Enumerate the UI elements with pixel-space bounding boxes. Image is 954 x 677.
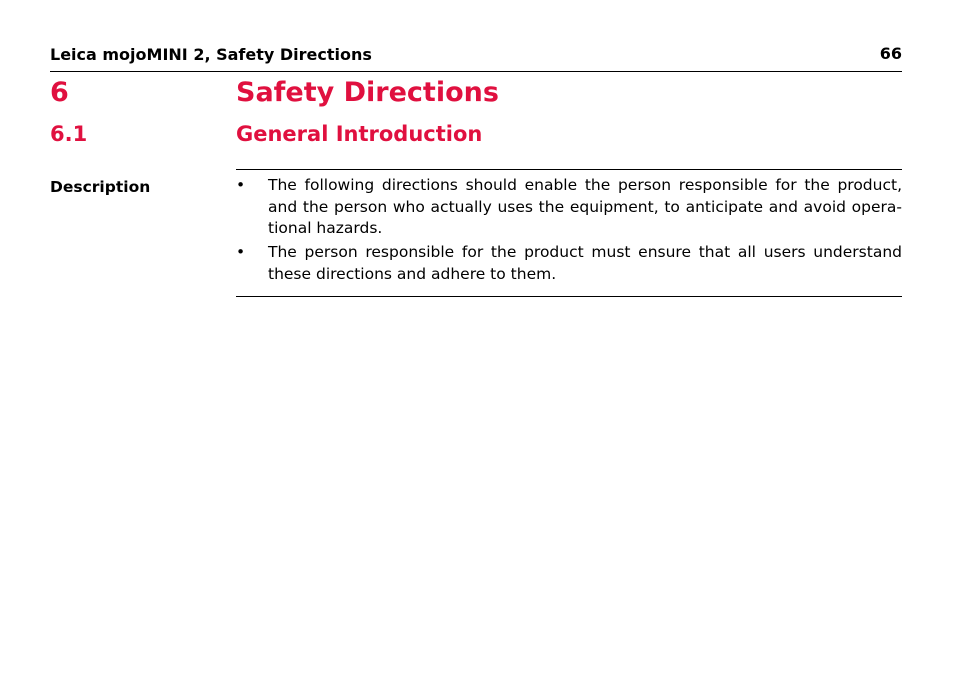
list-item-text: The following directions should enable the person responsible for the product, and the person who actually uses the equipment, to anticipate and avoid opera-tional hazards. — [268, 176, 902, 237]
page-number: 66 — [879, 44, 902, 63]
section-number: 6.1 — [50, 122, 88, 146]
list-item — [236, 242, 902, 285]
block-label: Description — [50, 178, 151, 196]
header-divider — [50, 71, 902, 72]
document-title: Leica mojoMINI 2, Safety Directions — [50, 45, 372, 64]
chapter-number: 6 — [50, 77, 69, 108]
list-item — [236, 175, 902, 240]
bullet-icon: • — [236, 176, 246, 194]
block-divider-top — [236, 169, 902, 170]
list-item-text: The person responsible for the product must ensure that all users understand these directions and adhere to them. — [268, 243, 902, 283]
section-title: General Introduction — [236, 122, 483, 146]
bullet-icon: • — [236, 243, 246, 261]
chapter-title: Safety Directions — [236, 77, 499, 108]
bullet-list — [236, 175, 902, 288]
block-divider-bottom — [236, 296, 902, 297]
